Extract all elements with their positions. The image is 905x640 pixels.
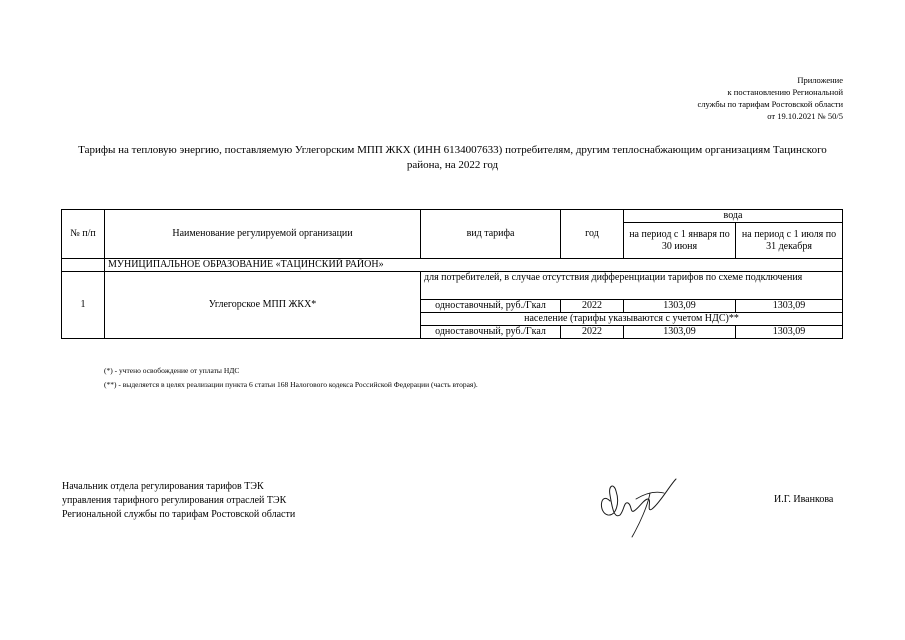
footnotes	[104, 364, 478, 392]
appendix-line: Приложение	[797, 75, 843, 85]
header-tariff-type: вид тарифа	[421, 210, 561, 259]
year-cell: 2022	[561, 326, 624, 339]
tariff-type-cell: одноставочный, руб./Гкал	[421, 300, 561, 313]
appendix-header	[543, 74, 843, 122]
signer-position-line: Региональной службы по тарифам Ростовской области	[62, 509, 296, 520]
footnote-1: (*) - учтено освобождение от уплаты НДС	[104, 366, 240, 375]
section-population: население (тарифы указываются с учетом НДС)**	[421, 313, 843, 326]
section-consumers: для потребителей, в случае отсутствия дифференциации тарифов по схеме подключения	[421, 272, 843, 300]
footnote-2: (**) - выделяется в целях реализации пункта 6 статьи 168 Налогового кодекса Российской Федерации (часть вторая).	[104, 380, 478, 389]
appendix-line: к постановлению Региональной	[727, 87, 843, 97]
period-1-value: 1303,09	[624, 326, 736, 339]
handwritten-signature	[590, 463, 690, 543]
organization-name: Углегорское МПП ЖКХ*	[105, 272, 421, 339]
header-year: год	[561, 210, 624, 259]
header-number: № п/п	[62, 210, 105, 259]
municipality-number-cell	[62, 259, 105, 272]
appendix-line: службы по тарифам Ростовской области	[697, 99, 843, 109]
tariff-table	[61, 209, 843, 339]
document-title	[60, 143, 845, 173]
row-number: 1	[62, 272, 105, 339]
signer-name: И.Г. Иванкова	[774, 494, 834, 505]
signer-position	[62, 480, 295, 522]
tariff-type-cell: одноставочный, руб./Гкал	[421, 326, 561, 339]
year-cell: 2022	[561, 300, 624, 313]
title-line-2: района, на 2022 год	[406, 159, 499, 171]
municipality-row: МУНИЦИПАЛЬНОЕ ОБРАЗОВАНИЕ «ТАЦИНСКИЙ РАЙОН»	[105, 259, 843, 272]
period-1-value: 1303,09	[624, 300, 736, 313]
signer-position-line: управления тарифного регулирования отраслей ТЭК	[62, 495, 287, 506]
header-period-1: на период с 1 января по 30 июня	[624, 223, 736, 259]
signer-position-line: Начальник отдела регулирования тарифов ТЭК	[62, 481, 264, 492]
header-org-name: Наименование регулируемой организации	[105, 210, 421, 259]
header-water: вода	[624, 210, 843, 223]
period-2-value: 1303,09	[736, 300, 843, 313]
period-2-value: 1303,09	[736, 326, 843, 339]
title-line-1: Тарифы на тепловую энергию, поставляемую Углегорским МПП ЖКХ (ИНН 6134007633) потребителям, другим теплоснабжающим организациям Тацинского	[78, 144, 827, 156]
appendix-line: от 19.10.2021 № 50/5	[767, 111, 843, 121]
header-period-2: на период с 1 июля по 31 декабря	[736, 223, 843, 259]
